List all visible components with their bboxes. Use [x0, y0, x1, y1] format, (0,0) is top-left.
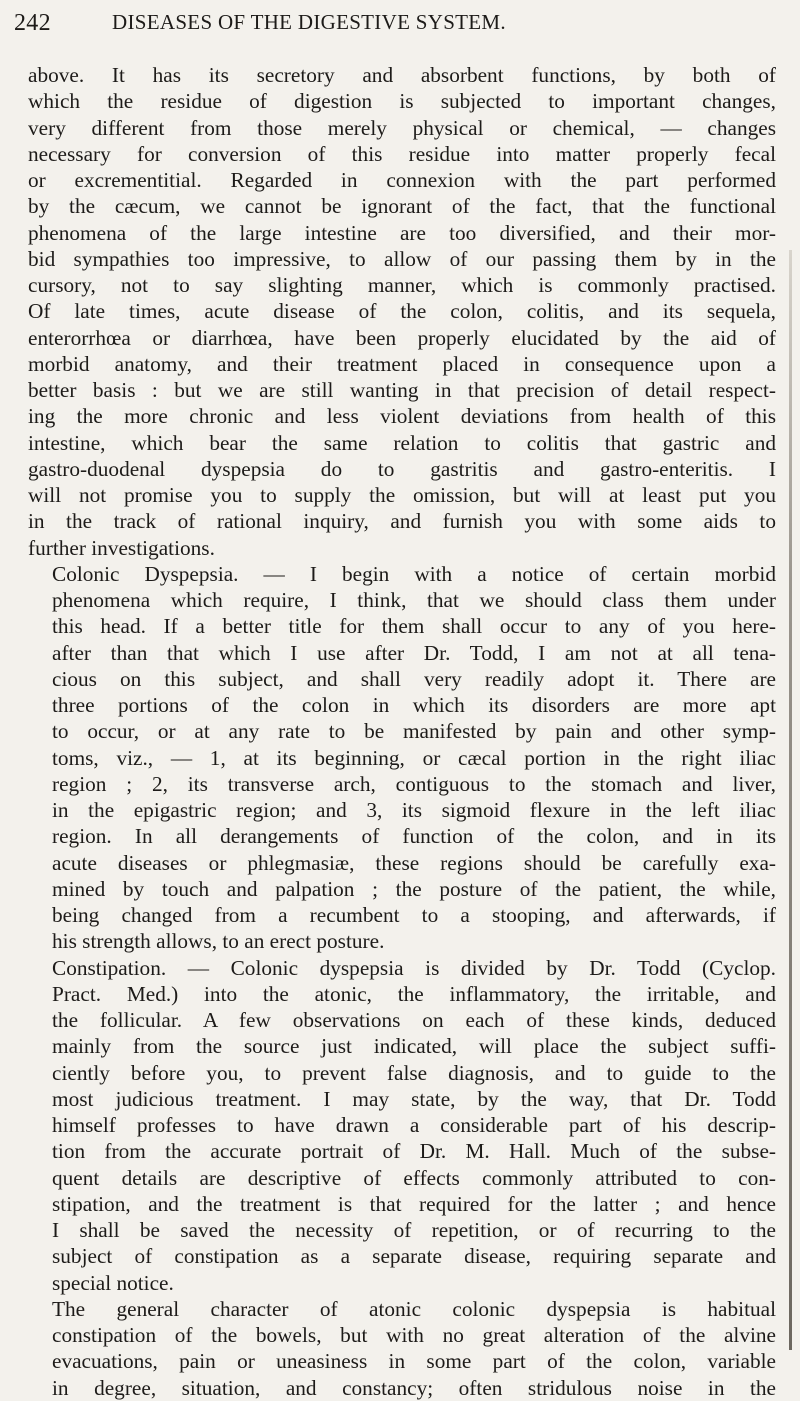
text-line: mined by touch and palpation ; the posture of the patient, the while,: [52, 876, 776, 901]
paragraph-colonic-dyspepsia: [28, 561, 776, 955]
text-line: above. It has its secretory and absorbent functions, by both of: [28, 63, 776, 87]
text-line: will not promise you to supply the omission, but will at least put you: [28, 483, 776, 507]
running-title: DISEASES OF THE DIGESTIVE SYSTEM.: [112, 10, 506, 34]
text-line: the follicular. A few observations on each of these kinds, deduced: [52, 1008, 776, 1032]
text-line: enterorrhœa or diarrhœa, have been properly elucidated by the aid of: [28, 325, 776, 350]
text-line: this head. If a better title for them shall occur to any of you here-: [52, 614, 776, 639]
body-text: [28, 62, 776, 1401]
text-line: necessary for conversion of this residue into matter properly fecal: [28, 141, 776, 166]
text-line: The general character of atonic colonic dyspepsia is habitual: [52, 1296, 776, 1321]
text-line: in degree, situation, and constancy; often stridulous noise in the: [52, 1375, 776, 1400]
paragraph-1: [28, 62, 776, 561]
page-number: 242: [14, 10, 51, 36]
page-edge-shadow: [789, 250, 792, 1350]
text-line: after than that which I use after Dr. Todd, I am not at all tena-: [52, 640, 776, 665]
text-line: ing the more chronic and less violent deviations from health of this: [28, 404, 776, 429]
text-line: bid sympathies too impressive, to allow of our passing them by in the: [28, 246, 776, 271]
text-line: better basis : but we are still wanting in that precision of detail respect-: [28, 378, 776, 402]
text-line: Pract. Med.) into the atonic, the inflammatory, the irritable, and: [52, 981, 776, 1006]
text-line: Colonic Dyspepsia. — I begin with a notice of certain morbid: [52, 561, 776, 586]
text-line: constipation of the bowels, but with no great alteration of the alvine: [52, 1323, 776, 1347]
text-line: quent details are descriptive of effects commonly attributed to con-: [52, 1165, 776, 1190]
text-line: stipation, and the treatment is that required for the latter ; and hence: [52, 1191, 776, 1216]
text-line: or excrementitial. Regarded in connexion with the part performed: [28, 168, 776, 192]
text-line: cursory, not to say slighting manner, which is commonly practised.: [28, 273, 776, 297]
text-line: further investigations.: [28, 535, 215, 560]
text-line: cious on this subject, and shall very readily adopt it. There are: [52, 666, 776, 691]
text-line: evacuations, pain or uneasiness in some part of the colon, variable: [52, 1349, 776, 1374]
text-line: subject of constipation as a separate disease, requiring separate and: [52, 1244, 776, 1269]
text-line: morbid anatomy, and their treatment placed in consequence upon a: [28, 351, 776, 376]
text-line: phenomena of the large intestine are too diversified, and their mor-: [28, 220, 776, 245]
text-line: intestine, which bear the same relation to colitis that gastric and: [28, 430, 776, 455]
text-line: in the epigastric region; and 3, its sigmoid flexure in the left iliac: [52, 798, 776, 822]
text-line: phenomena which require, I think, that we should class them under: [52, 588, 776, 612]
paragraph-atonic: [28, 1296, 776, 1401]
text-line: tion from the accurate portrait of Dr. M. Hall. Much of the subse-: [52, 1139, 776, 1164]
text-line: his strength allows, to an erect posture.: [52, 929, 385, 954]
text-line: special notice.: [52, 1270, 174, 1295]
text-line: mainly from the source just indicated, will place the subject suffi-: [52, 1034, 776, 1059]
text-line: being changed from a recumbent to a stooping, and afterwards, if: [52, 903, 776, 927]
text-line: to occur, or at any rate to be manifested by pain and other symp-: [52, 719, 776, 744]
text-line: acute diseases or phlegmasiæ, these regions should be carefully exa-: [52, 850, 776, 875]
text-line: in the track of rational inquiry, and furnish you with some aids to: [28, 509, 776, 534]
text-line: gastro-duodenal dyspepsia do to gastritis and gastro-enteritis. I: [28, 456, 776, 481]
page-header: [14, 6, 774, 46]
text-line: I shall be saved the necessity of repetition, or of recurring to the: [52, 1218, 776, 1242]
text-line: region ; 2, its transverse arch, contiguous to the stomach and liver,: [52, 771, 776, 796]
text-line: Of late times, acute disease of the colon, colitis, and its sequela,: [28, 299, 776, 324]
text-line: himself professes to have drawn a considerable part of his descrip-: [52, 1113, 776, 1137]
text-line: region. In all derangements of function of the colon, and in its: [52, 824, 776, 849]
paragraph-constipation: [28, 955, 776, 1296]
text-line: Constipation. — Colonic dyspepsia is divided by Dr. Todd (Cyclop.: [52, 955, 776, 980]
text-line: toms, viz., — 1, at its beginning, or cæcal portion in the right iliac: [52, 745, 776, 770]
text-line: by the cæcum, we cannot be ignorant of the fact, that the functional: [28, 194, 776, 219]
text-line: most judicious treatment. I may state, by the way, that Dr. Todd: [52, 1086, 776, 1111]
text-line: which the residue of digestion is subjected to important changes,: [28, 89, 776, 114]
text-line: very different from those merely physical or chemical, — changes: [28, 115, 776, 140]
text-line: ciently before you, to prevent false diagnosis, and to guide to the: [52, 1060, 776, 1085]
text-line: three portions of the colon in which its disorders are more apt: [52, 693, 776, 717]
